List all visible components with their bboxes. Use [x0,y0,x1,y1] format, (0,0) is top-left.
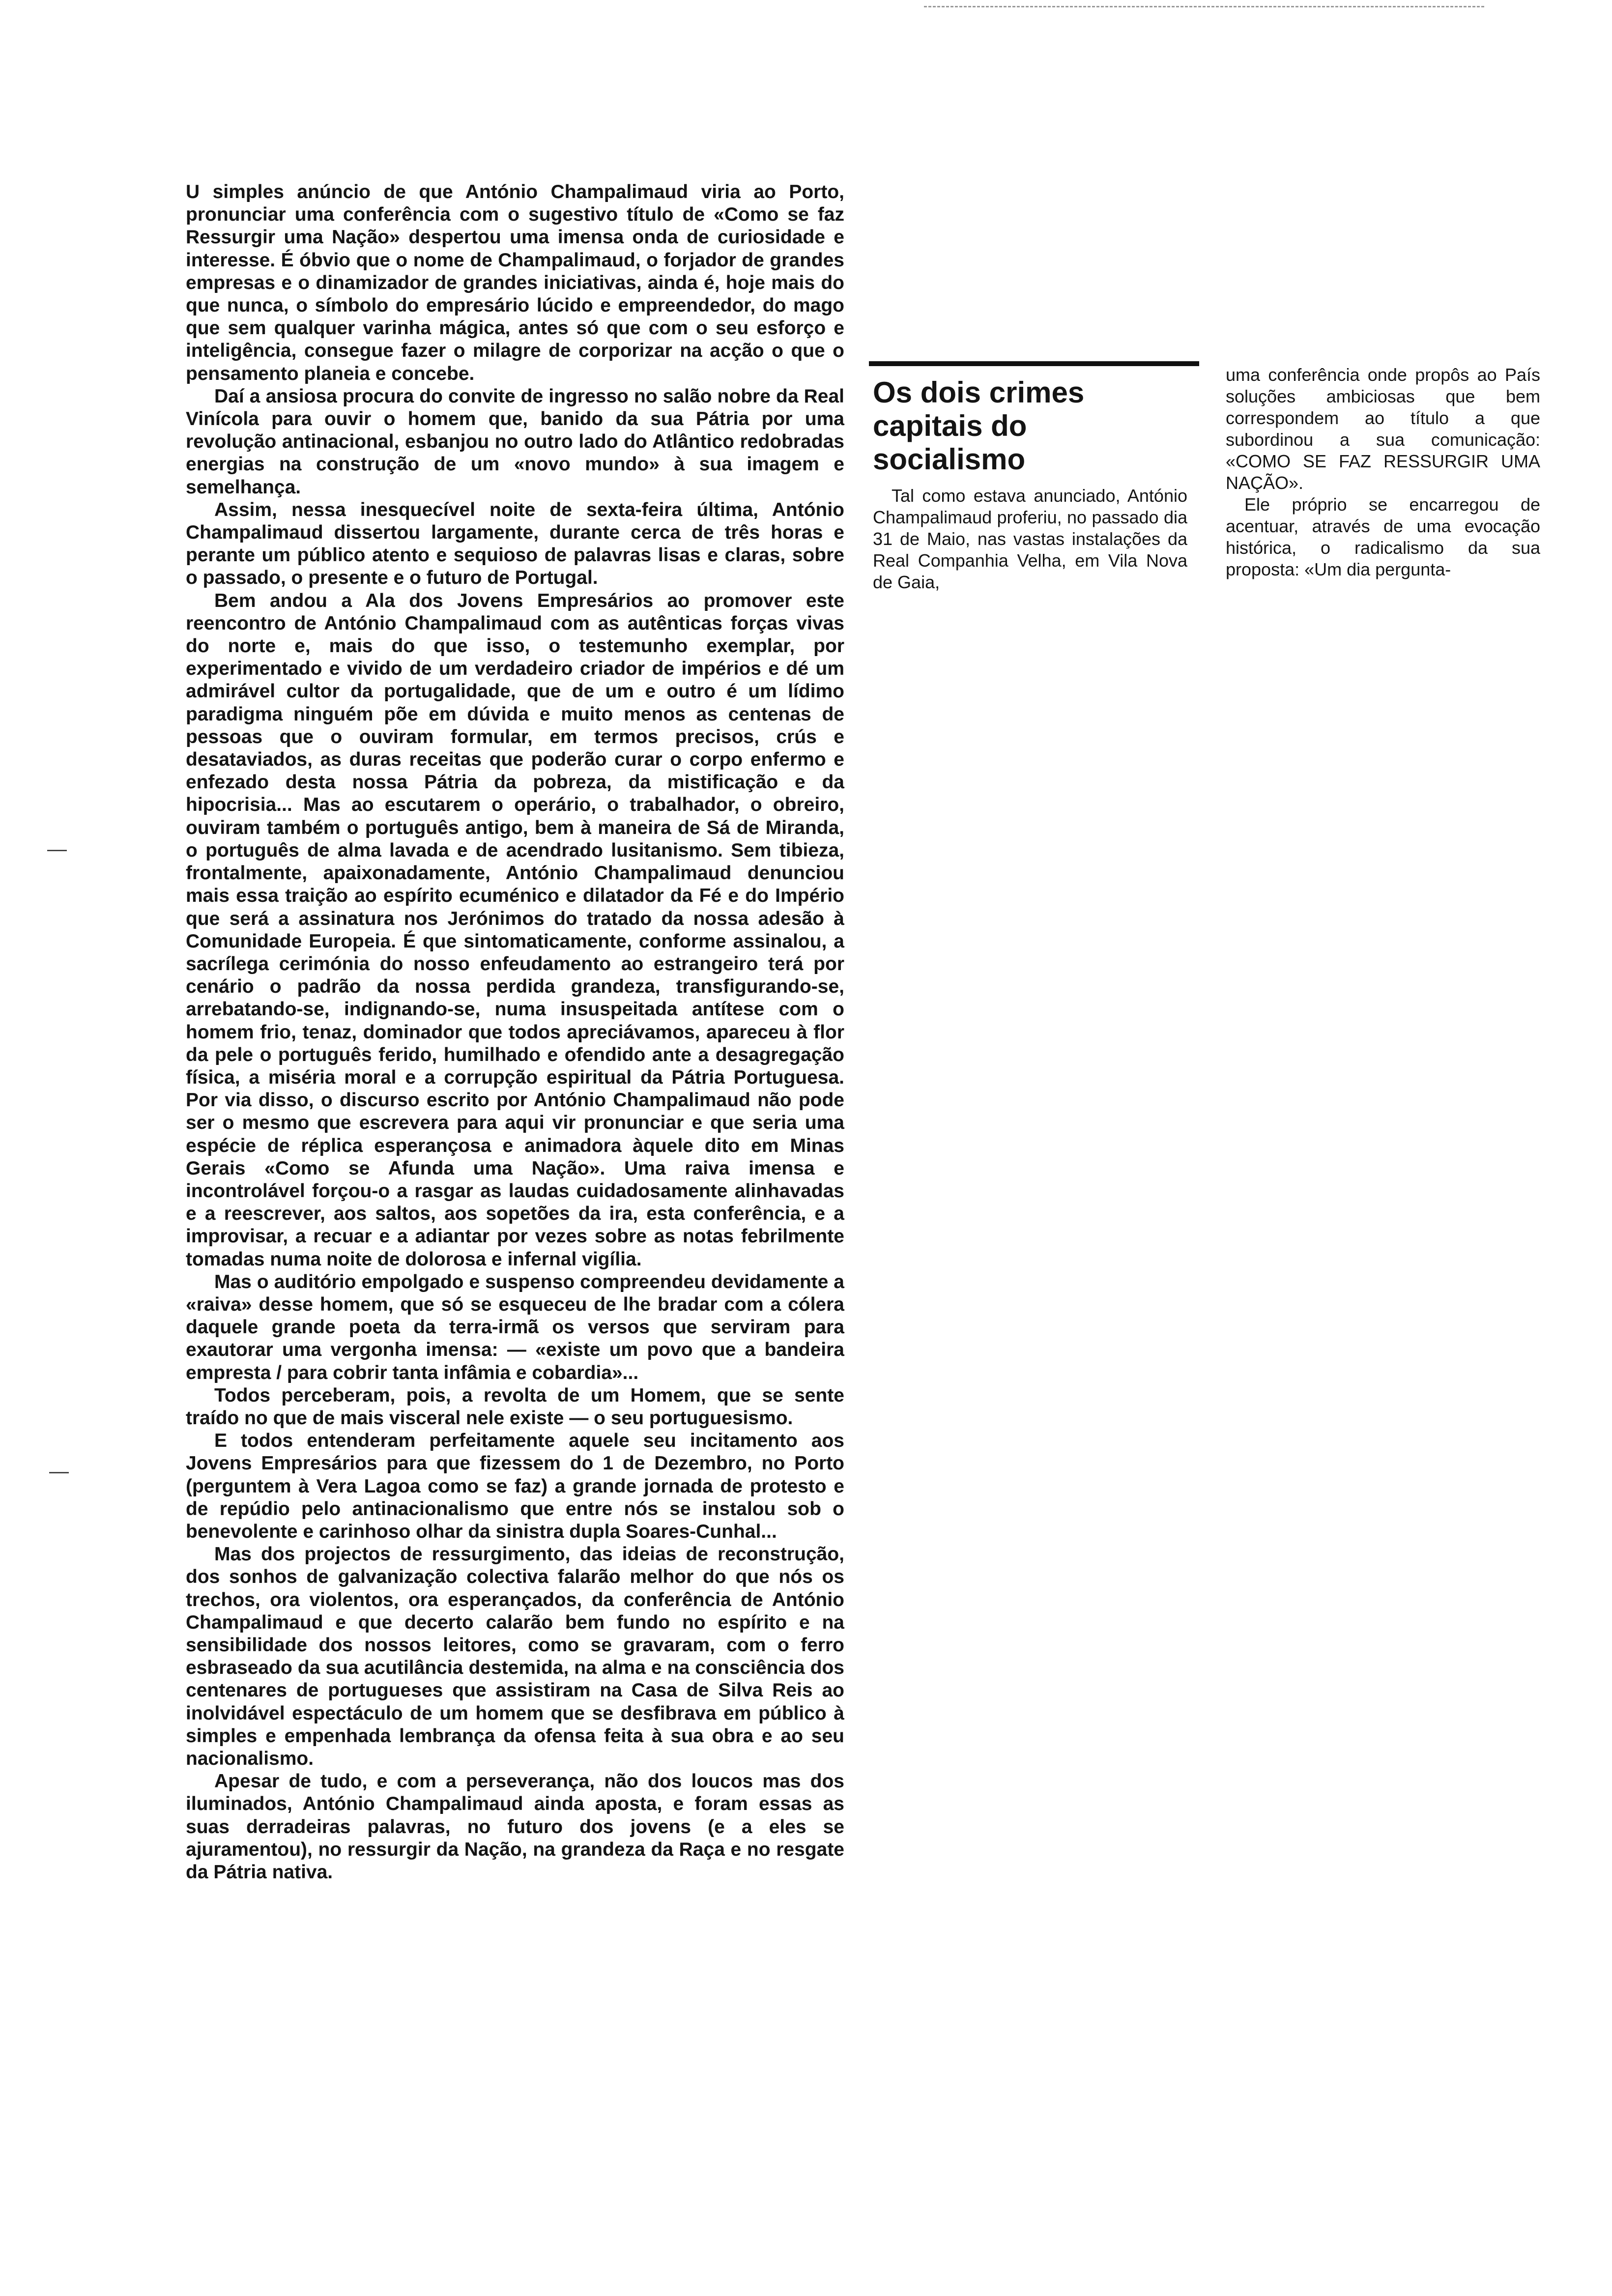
article-paragraph: Mas o auditório empolgado e suspenso compreendeu devidamente a «raiva» desse homem, que só se esqueceu de lhe bradar com a cólera daquele grande poeta da terra-irmã os versos que serviram para exautorar uma vergonha imensa: — «existe um povo que a bandeira empresta / para cobrir tanta infâmia e cobardia»... [186,1271,844,1383]
sidebar-paragraph: Ele próprio se encarregou de acentuar, através de uma evocação histórica, o radicalismo da sua proposta: «Um dia pergunta- [1226,494,1540,579]
article-paragraph: Todos perceberam, pois, a revolta de um Homem, que se sente traído no que de mais visceral nele existe — o seu portuguesismo. [186,1384,844,1429]
article-paragraph: Bem andou a Ala dos Jovens Empresários ao promover este reencontro de António Champalimaud com as autênticas forças vivas do norte e, mais do que isso, o testemunho exemplar, por experimentado e vivido de um verdadeiro criador de impérios e dé um admirável cultor da portugalidade, que de um e outro é um lídimo paradigma ninguém põe em dúvida e muito menos as centenas de pessoas que o ouviram formular, em termos precisos, crús e desataviados, as duras receitas que poderão curar o corpo enfermo e enfezado desta nossa Pátria da pobreza, da mistificação e da hipocrisia... Mas ao escutarem o operário, o trabalhador, o obreiro, ouviram também o português antigo, bem à maneira de Sá de Miranda, o português de alma lavada e de acendrado lusitanismo. Sem tibieza, frontalmente, apaixonadamente, António Champalimaud denunciou mais essa traição ao espírito ecuménico e dilatador da Fé e do Império que será a assinatura nos Jerónimos do tratado da nossa adesão à Comunidade Europeia. É que sintomaticamente, conforme assinalou, a sacrílega cerimónia do nosso enfeudamento ao estrangeiro terá por cenário o padrão da nossa perdida grandeza, transfigurando-se, arrebatando-se, indignando-se, numa insuspeitada antítese com o homem frio, tenaz, dominador que todos apreciávamos, apareceu à flor da pele o português ferido, humilhado e ofendido ante a desagregação física, a miséria moral e a corrupção espiritual da Pátria Portuguesa. Por via disso, o discurso escrito por António Champalimaud não pode ser o mesmo que escrevera para aqui vir pronunciar e que seria uma espécie de réplica esperançosa e animadora àquele dito em Minas Gerais «Como se Afunda uma Nação». Uma raiva imensa e incontrolável forçou-o a rasgar as laudas cuidadosamente alinhavadas e a reescrever, aos saltos, aos sopetões da ira, esta conferência, e a improvisar, a recuar e a adiantar por vezes sobre as notas febrilmente tomadas numa noite de dolorosa e infernal vigília. [186,590,844,1270]
main-article-column [186,181,844,1884]
sidebar-paragraph: Tal como estava anunciado, António Champalimaud proferiu, no passado dia 31 de Maio, nas vastas instalações da Real Companhia Velha, em Vila Nova de Gaia, [873,486,1187,592]
article-paragraph: Apesar de tudo, e com a perseverança, não dos loucos mas dos iluminados, António Champalimaud ainda aposta, e foram essas as suas derradeiras palavras, no futuro dos jovens (e a eles se ajuramentou), no ressurgir da Nação, na grandeza da Raça e no resgate da Pátria nativa. [186,1771,844,1883]
sidebar-paragraph: uma conferência onde propôs ao País soluções ambiciosas que bem correspondem ao título a que subordinou a sua comunicação: «COMO SE FAZ RESSURGIR UMA NAÇÃO». [1226,365,1540,493]
margin-mark: — [47,838,67,860]
sidebar-column-2 [1226,364,1540,580]
margin-mark: — [49,1461,69,1482]
section-title: Os dois crimes capitais do socialismo [873,376,1085,476]
sidebar-column-1 [873,485,1187,593]
article-paragraph: Daí a ansiosa procura do convite de ingresso no salão nobre da Real Vinícola para ouvir o homem que, banido da sua Pátria por uma revolução antinacional, esbanjou no outro lado do Atlântico redobradas energias na construção de um «novo mundo» à sua imagem e semelhança. [186,385,844,498]
article-paragraph: E todos entenderam perfeitamente aquele seu incitamento aos Jovens Empresários para que fizessem do 1 de Dezembro, no Porto (perguntem à Vera Lagoa como se faz) a grande jornada de protesto e de repúdio pelo antinacionalismo que entre nós se instalou sob o benevolente e carinhoso olhar da sinistra dupla Soares-Cunhal... [186,1430,844,1542]
top-divider-line [924,6,1484,7]
article-paragraph: Mas dos projectos de ressurgimento, das ideias de reconstrução, dos sonhos de galvanização colectiva falarão melhor do que nós os trechos, ora violentos, ora esperançados, da conferência de António Champalimaud e que decerto calarão bem fundo no espírito e na sensibilidade dos nossos leitores, como se gravaram, com o ferro esbraseado da sua acutilância destemida, na alma e na consciência dos centenares de portugueses que assistiram na Casa de Silva Reis ao inolvidável espectáculo de um homem que se desfibrava em público à simples e empenhada lembrança da ofensa feita à sua obra e ao seu nacionalismo. [186,1544,844,1770]
article-paragraph: U simples anúncio de que António Champalimaud viria ao Porto, pronunciar uma conferência com o sugestivo título de «Como se faz Ressurgir uma Nação» despertou uma imensa onda de curiosidade e interesse. É óbvio que o nome de Champalimaud, o forjador de grandes empresas e o dinamizador de grandes iniciativas, ainda é, hoje mais do que nunca, o símbolo do empresário lúcido e empreendedor, do mago que sem qualquer varinha mágica, antes só que com o seu esforço e inteligência, consegue fazer o milagre de corporizar na acção o que o pensamento planeia e concebe. [186,181,844,384]
section-header-rule [869,361,1199,366]
article-paragraph: Assim, nessa inesquecível noite de sexta-feira última, António Champalimaud dissertou largamente, durante cerca de três horas e perante um público atento e sequioso de palavras lisas e claras, sobre o passado, o presente e o futuro de Portugal. [186,499,844,589]
